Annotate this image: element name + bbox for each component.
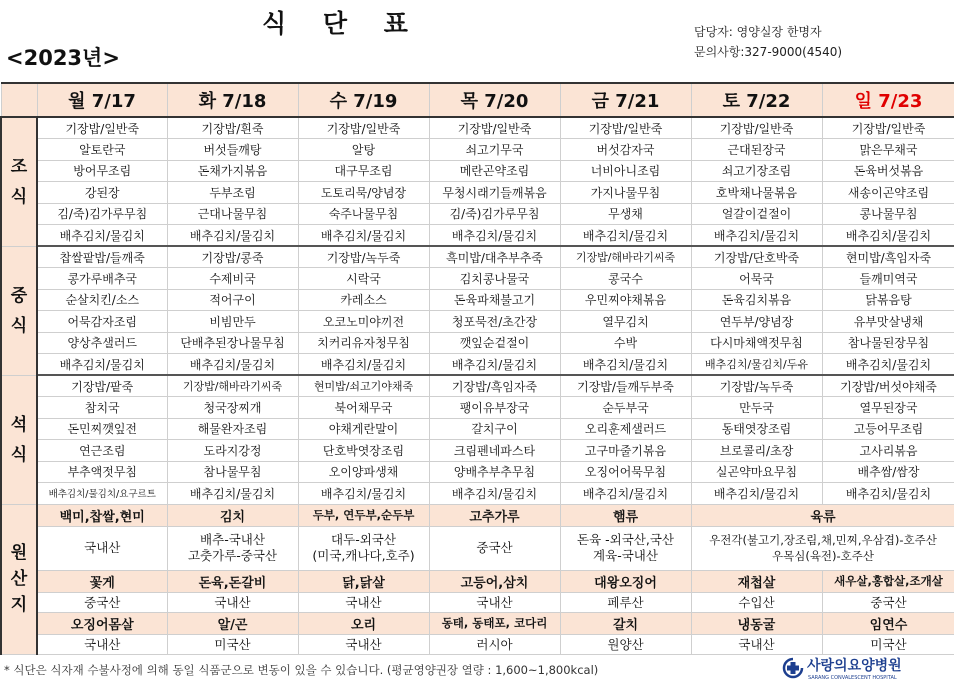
menu-cell: 메란곤약조림: [429, 160, 560, 182]
menu-cell: 기장밥/버섯야채죽: [822, 375, 954, 397]
origin-head: 고추가루: [429, 504, 560, 526]
menu-cell: 배추김치/물김치: [429, 225, 560, 247]
origin-value: 중국산: [822, 592, 954, 612]
origin-head: 오리: [298, 612, 429, 634]
menu-cell: 비빔만두: [167, 311, 298, 333]
origin-head: 고등어,삼치: [429, 570, 560, 592]
menu-cell: 배추김치/물김치: [822, 483, 954, 505]
menu-cell: 기장밥/일반죽: [298, 117, 429, 139]
origin-value: 수입산: [691, 592, 822, 612]
origin-value: [37, 526, 167, 570]
menu-cell: 맑은무채국: [822, 139, 954, 161]
logo-subtext: SARANG CONVALESCENT HOSPITAL: [808, 675, 897, 681]
menu-cell: 적어구이: [167, 289, 298, 311]
contact-info: [694, 22, 842, 62]
origin-head: 냉동굴: [691, 612, 822, 634]
menu-cell: 어묵감자조림: [37, 311, 167, 333]
dinner-label-char: 식: [10, 444, 28, 465]
menu-cell: 찹쌀팥밥/들깨죽: [37, 246, 167, 268]
menu-cell: 숙주나물무침: [298, 203, 429, 225]
menu-cell: 현미밥/흑임자죽: [822, 246, 954, 268]
menu-cell: 청포묵전/초간장: [429, 311, 560, 333]
menu-cell: 고등어무조림: [822, 418, 954, 440]
menu-cell: 기장밥/들깨두부죽: [560, 375, 691, 397]
menu-cell: 배추김치/물김치: [560, 354, 691, 376]
menu-cell: 순살치킨/소스: [37, 289, 167, 311]
menu-cell: 돈육김치볶음: [691, 289, 822, 311]
origin-value-line: 돈육 -외국산,국산: [577, 532, 674, 547]
hospital-cross-icon: [782, 657, 804, 679]
menu-cell: 순두부국: [560, 397, 691, 419]
menu-cell: 배추김치/물김치: [167, 483, 298, 505]
origin-value-line: 배추-국내산: [200, 532, 265, 547]
menu-cell: 배추김치/물김치: [560, 225, 691, 247]
origin-value-line: 우전각(불고기,장조림,채,민찌,우삼겹)-호주산: [709, 533, 937, 547]
hospital-logo: [782, 655, 902, 681]
origin-value-line: 고춧가루-중국산: [187, 548, 278, 563]
origin-value: 페루산: [560, 592, 691, 612]
menu-cell: 어묵국: [691, 268, 822, 290]
origin-label-char: 산: [10, 569, 28, 589]
menu-cell: 버섯들깨탕: [167, 139, 298, 161]
menu-cell: 실곤약마요무침: [691, 461, 822, 483]
origin-value: 중국산: [37, 592, 167, 612]
menu-table: [0, 82, 954, 655]
origin-value: 국내산: [691, 634, 822, 654]
manager-text: 담당자: 영양실장 한명자: [694, 25, 822, 39]
origin-head: 대왕오징어: [560, 570, 691, 592]
menu-cell: 배추김치/물김치: [560, 483, 691, 505]
menu-cell: 시락국: [298, 268, 429, 290]
menu-cell: 근대나물무침: [167, 203, 298, 225]
menu-cell: 배추김치/물김치: [37, 354, 167, 376]
origin-value: 국내산: [429, 592, 560, 612]
menu-cell: 배추김치/물김치: [167, 225, 298, 247]
menu-cell: 쇠고기장조림: [691, 160, 822, 182]
menu-cell: 강된장: [37, 182, 167, 204]
lunch-label-char: 식: [10, 315, 28, 336]
menu-cell: 브로콜리/초장: [691, 440, 822, 462]
menu-cell: 알토란국: [37, 139, 167, 161]
menu-cell: 기장밥/단호박죽: [691, 246, 822, 268]
page-title: 식 단 표: [262, 9, 422, 38]
origin-value: 국내산: [298, 634, 429, 654]
origin-label: [1, 504, 37, 654]
breakfast-label: [1, 117, 37, 246]
origin-value: 국내산: [37, 634, 167, 654]
menu-cell: 배추쌈/쌈장: [822, 461, 954, 483]
breakfast-label-char: 조: [10, 156, 28, 177]
menu-cell: 배추김치/물김치: [298, 354, 429, 376]
menu-cell: 배추김치/물김치: [167, 354, 298, 376]
menu-cell: 기장밥/흰죽: [167, 117, 298, 139]
day-header: 금 7/21: [560, 83, 691, 117]
menu-cell: 현미밥/쇠고기야채죽: [298, 375, 429, 397]
day-header: 수 7/19: [298, 83, 429, 117]
menu-cell: 수박: [560, 332, 691, 354]
origin-value: [429, 526, 560, 570]
menu-cell: 닭볶음탕: [822, 289, 954, 311]
menu-cell: 북어채무국: [298, 397, 429, 419]
menu-cell: 기장밥/일반죽: [37, 117, 167, 139]
origin-label-char: 지: [10, 595, 28, 615]
menu-cell: 배추김치/물김치/요구르트: [37, 483, 167, 505]
dinner-label: [1, 375, 37, 504]
footer-note: * 식단은 식자재 수불사정에 의해 동일 식품군으로 변동이 있을 수 있습니다. (평균영양권장 열량 : 1,600~1,800kcal): [4, 663, 599, 677]
menu-cell: 배추김치/물김치/두유: [691, 354, 822, 376]
menu-cell: 유부맛살냉채: [822, 311, 954, 333]
menu-cell: 기장밥/해바라기씨죽: [167, 375, 298, 397]
menu-cell: 오리훈제샐러드: [560, 418, 691, 440]
breakfast-label-char: 식: [10, 186, 28, 207]
menu-cell: 도토리묵/양념장: [298, 182, 429, 204]
lunch-label: [1, 246, 37, 375]
menu-cell: 열무김치: [560, 311, 691, 333]
menu-cell: 오징어어묵무침: [560, 461, 691, 483]
menu-cell: 돈육버섯볶음: [822, 160, 954, 182]
menu-cell: 배추김치/물김치: [429, 354, 560, 376]
origin-value: [691, 526, 954, 570]
origin-head: 육류: [691, 504, 954, 526]
origin-value-line: (미국,캐나다,호주): [312, 548, 415, 563]
origin-value: [560, 526, 691, 570]
corner-cell: [1, 83, 37, 117]
logo-text: 사랑의요양병원: [807, 658, 902, 674]
origin-value: 국내산: [167, 592, 298, 612]
menu-cell: 고사리볶음: [822, 440, 954, 462]
menu-cell: 다시마채액젓무침: [691, 332, 822, 354]
menu-cell: 김/죽)김가루무침: [37, 203, 167, 225]
menu-cell: 콩국수: [560, 268, 691, 290]
day-header: 목 7/20: [429, 83, 560, 117]
menu-cell: 배추김치/물김치: [822, 225, 954, 247]
menu-cell: 들깨미역국: [822, 268, 954, 290]
menu-cell: 너비아니조림: [560, 160, 691, 182]
menu-cell: 단호박엿장조림: [298, 440, 429, 462]
menu-cell: 버섯감자국: [560, 139, 691, 161]
menu-cell: 수제비국: [167, 268, 298, 290]
day-header: 일 7/23: [822, 83, 954, 117]
menu-cell: 기장밥/일반죽: [691, 117, 822, 139]
menu-cell: 기장밥/콩죽: [167, 246, 298, 268]
menu-cell: 돈육파채불고기: [429, 289, 560, 311]
menu-cell: 기장밥/일반죽: [560, 117, 691, 139]
menu-cell: 야채게란말이: [298, 418, 429, 440]
origin-label-char: 원: [10, 543, 28, 563]
menu-cell: 부추액젓무침: [37, 461, 167, 483]
menu-cell: 두부조림: [167, 182, 298, 204]
dinner-label-char: 석: [10, 414, 28, 435]
origin-head: 햄류: [560, 504, 691, 526]
menu-cell: 얼갈이겉절이: [691, 203, 822, 225]
origin-value-line: 중국산: [476, 540, 513, 555]
header: [0, 0, 954, 82]
menu-cell: 만두국: [691, 397, 822, 419]
menu-cell: 단배추된장나물무침: [167, 332, 298, 354]
menu-cell: 돈채가지볶음: [167, 160, 298, 182]
menu-cell: 콩나물무침: [822, 203, 954, 225]
menu-cell: 기장밥/팥죽: [37, 375, 167, 397]
menu-cell: 호박채나물볶음: [691, 182, 822, 204]
origin-value: 원양산: [560, 634, 691, 654]
year-label: <2023년>: [6, 46, 120, 70]
menu-cell: 배추김치/물김치: [298, 225, 429, 247]
origin-value: [298, 526, 429, 570]
menu-cell: 새송이곤약조림: [822, 182, 954, 204]
menu-cell: 열무된장국: [822, 397, 954, 419]
menu-cell: 양상추샐러드: [37, 332, 167, 354]
day-header: 토 7/22: [691, 83, 822, 117]
menu-cell: 배추김치/물김치: [822, 354, 954, 376]
origin-head: 재첩살: [691, 570, 822, 592]
origin-value: [167, 526, 298, 570]
menu-cell: 알탕: [298, 139, 429, 161]
menu-cell: 배추김치/물김치: [691, 483, 822, 505]
menu-cell: 돈민찌깻잎전: [37, 418, 167, 440]
origin-value-line: 국내산: [84, 540, 121, 555]
menu-cell: 배추김치/물김치: [429, 483, 560, 505]
menu-cell: 깻잎순겉절이: [429, 332, 560, 354]
menu-cell: 콩가루배추국: [37, 268, 167, 290]
menu-cell: 기장밥/일반죽: [822, 117, 954, 139]
menu-cell: 배추김치/물김치: [37, 225, 167, 247]
menu-cell: 카레소스: [298, 289, 429, 311]
menu-cell: 갈치구이: [429, 418, 560, 440]
origin-value: 미국산: [822, 634, 954, 654]
origin-head: 임연수: [822, 612, 954, 634]
menu-cell: 방어무조림: [37, 160, 167, 182]
origin-head: 김치: [167, 504, 298, 526]
origin-head: 돈육,돈갈비: [167, 570, 298, 592]
menu-cell: 청국장찌개: [167, 397, 298, 419]
menu-cell: 김치콩나물국: [429, 268, 560, 290]
origin-value: 러시아: [429, 634, 560, 654]
menu-cell: 우민찌야채볶음: [560, 289, 691, 311]
menu-cell: 연두부/양념장: [691, 311, 822, 333]
menu-cell: 무생채: [560, 203, 691, 225]
menu-cell: 참치국: [37, 397, 167, 419]
menu-cell: 참나물된장무침: [822, 332, 954, 354]
origin-value-line: 우목심(육전)-호주산: [772, 549, 874, 563]
origin-head: 닭,닭살: [298, 570, 429, 592]
menu-cell: 치커리유자청무침: [298, 332, 429, 354]
origin-value-line: 대두-외국산: [331, 532, 396, 547]
origin-head: 백미,찹쌀,현미: [37, 504, 167, 526]
menu-cell: 김/죽)김가루무침: [429, 203, 560, 225]
day-header: 월 7/17: [37, 83, 167, 117]
menu-cell: 팽이유부장국: [429, 397, 560, 419]
menu-cell: 연근조림: [37, 440, 167, 462]
menu-cell: 기장밥/녹두죽: [298, 246, 429, 268]
menu-cell: 기장밥/녹두죽: [691, 375, 822, 397]
menu-cell: 무청시래기들깨볶음: [429, 182, 560, 204]
menu-cell: 양배추부추무침: [429, 461, 560, 483]
menu-cell: 기장밥/일반죽: [429, 117, 560, 139]
inquiry-text: 문의사항:327-9000(4540): [694, 45, 843, 59]
menu-cell: 배추김치/물김치: [298, 483, 429, 505]
menu-cell: 가지나물무침: [560, 182, 691, 204]
origin-value-line: 계육-국내산: [593, 548, 658, 563]
origin-value: 국내산: [298, 592, 429, 612]
origin-head: 두부, 연두부,순두부: [298, 504, 429, 526]
menu-cell: 기장밥/흑임자죽: [429, 375, 560, 397]
menu-cell: 해물완자조림: [167, 418, 298, 440]
menu-cell: 고구마줄기볶음: [560, 440, 691, 462]
origin-head: 알/곤: [167, 612, 298, 634]
origin-value: 미국산: [167, 634, 298, 654]
menu-cell: 대구무조림: [298, 160, 429, 182]
origin-head: 갈치: [560, 612, 691, 634]
menu-cell: 오코노미야끼전: [298, 311, 429, 333]
menu-cell: 크림펜네파스타: [429, 440, 560, 462]
menu-cell: 근대된장국: [691, 139, 822, 161]
menu-cell: 기장밥/해바라기씨죽: [560, 246, 691, 268]
origin-head: 새우살,홍합살,조개살: [822, 570, 954, 592]
menu-cell: 배추김치/물김치: [691, 225, 822, 247]
menu-cell: 오이양파생채: [298, 461, 429, 483]
origin-head: 오징어몸살: [37, 612, 167, 634]
menu-cell: 쇠고기무국: [429, 139, 560, 161]
day-header: 화 7/18: [167, 83, 298, 117]
menu-cell: 흑미밥/대추부추죽: [429, 246, 560, 268]
menu-cell: 동태엿장조림: [691, 418, 822, 440]
origin-head: 동태, 동태포, 코다리: [429, 612, 560, 634]
lunch-label-char: 중: [10, 285, 28, 306]
menu-cell: 참나물무침: [167, 461, 298, 483]
menu-cell: 도라지강정: [167, 440, 298, 462]
origin-head: 꽃게: [37, 570, 167, 592]
